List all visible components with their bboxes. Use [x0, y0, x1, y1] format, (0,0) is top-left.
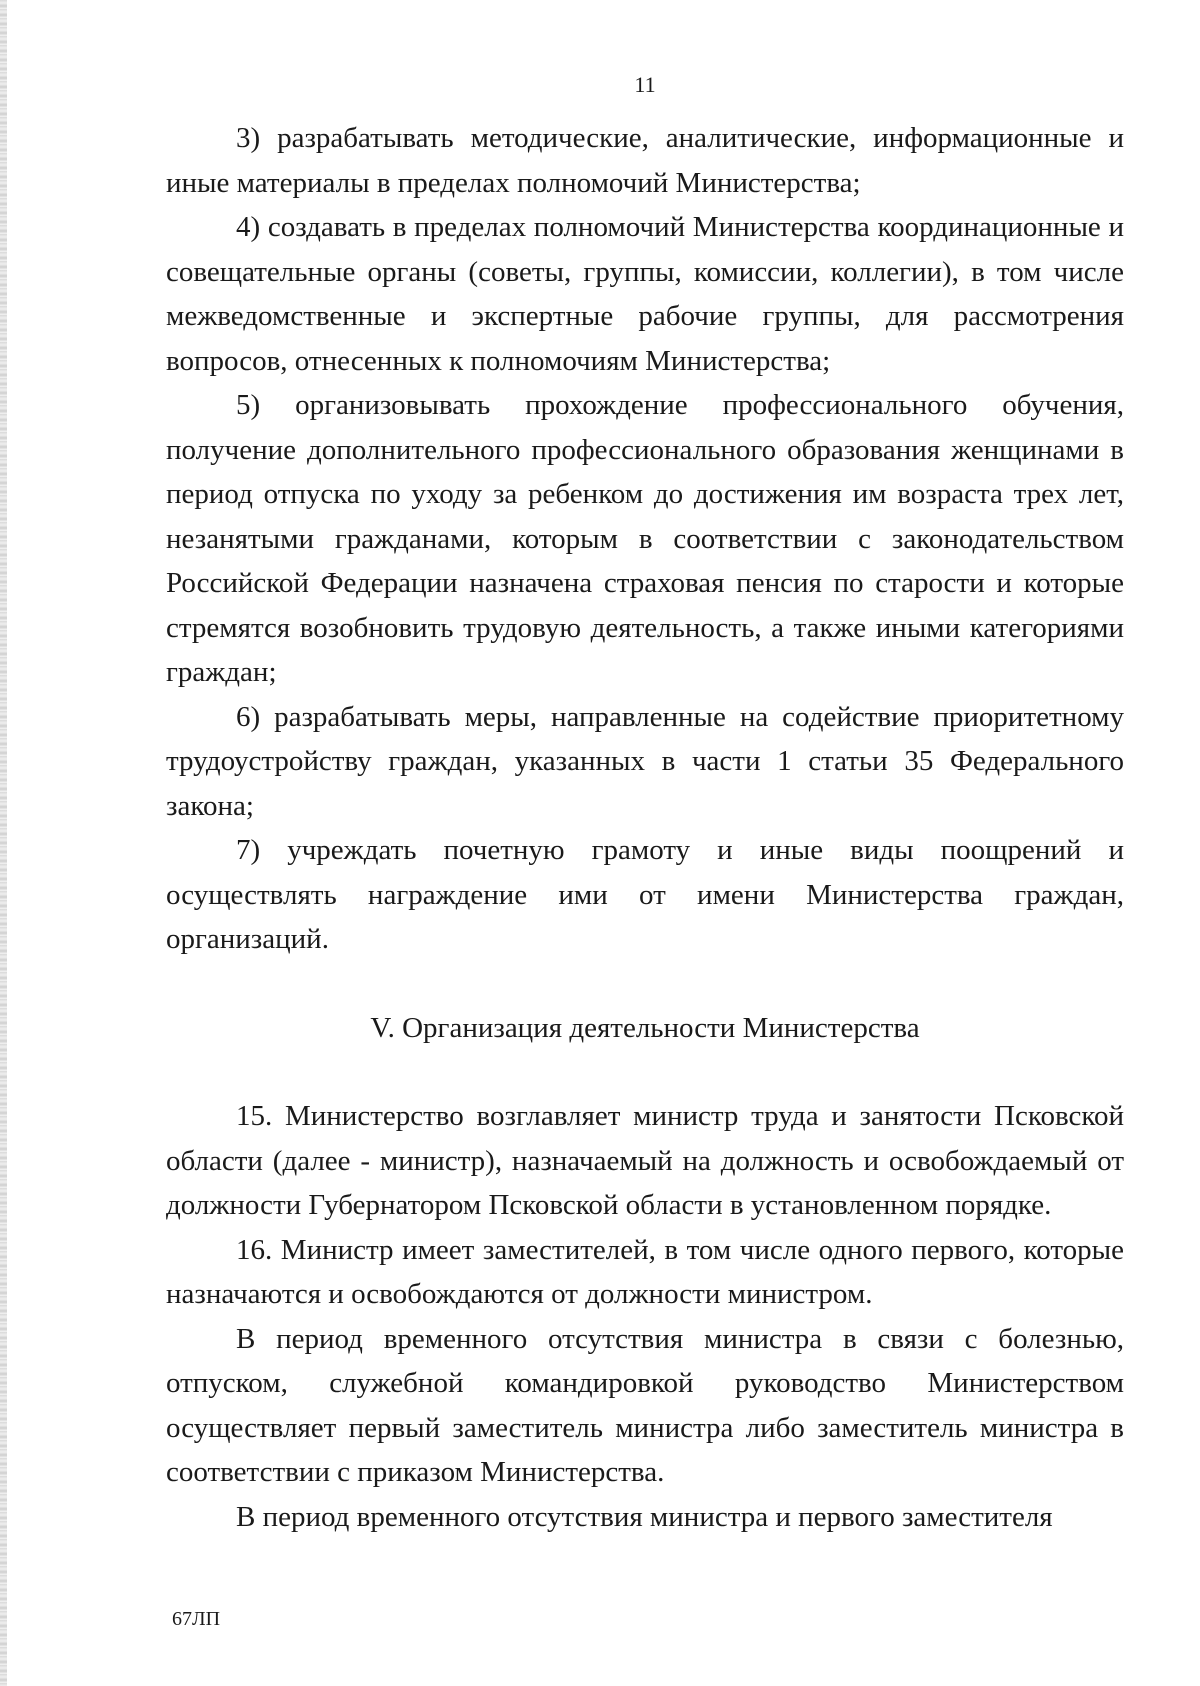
paragraph-item-5: 5) организовывать прохождение профессионального обучения, получение дополнительного профессионального образования женщинами в период отпуска по уходу за ребенком до достижения им возраста трех лет, незанятыми гражданами, которым в соответствии с законодательством Российской Федерации назначена страховая пенсия по старости и которые стремятся возобновить трудовую деятельность, а также иными категориями граждан;: [166, 389, 1124, 688]
paragraph-item-3: 3) разрабатывать методические, аналитические, информационные и иные материалы в пределах полномочий Министерства;: [166, 122, 1124, 199]
scan-edge: [0, 0, 7, 1686]
paragraph-clause-15: 15. Министерство возглавляет министр труда и занятости Псковской области (далее - министр), назначаемый на должность и освобождаемый от должности Губернатором Псковской области в установленном порядке.: [166, 1100, 1124, 1221]
paragraph-continued: В период временного отсутствия министра и первого заместителя: [236, 1500, 1053, 1533]
paragraph-item-4: 4) создавать в пределах полномочий Министерства координационные и совещательные органы (советы, группы, комиссии, коллегии), в том числе межведомственные и экспертные рабочие группы, для рассмотрения вопросов, отнесенных к полномочиям Министерства;: [166, 211, 1124, 377]
paragraph-acting-deputy: В период временного отсутствия министра в связи с болезнью, отпуском, служебной командировкой руководство Министерством осуществляет первый заместитель министра либо заместитель министра в соответствии с приказом Министерства.: [166, 1322, 1124, 1488]
paragraph-clause-16: 16. Министр имеет заместителей, в том числе одного первого, которые назначаются и освобождаются от должности министром.: [166, 1233, 1124, 1310]
paragraph-item-7: 7) учреждать почетную грамоту и иные виды поощрений и осуществлять награждение ими от имени Министерства граждан, организаций.: [166, 834, 1124, 955]
paragraph-item-6: 6) разрабатывать меры, направленные на содействие приоритетному трудоустройству граждан, указанных в части 1 статьи 35 Федерального закона;: [166, 700, 1124, 822]
footer-code: 67ЛП: [172, 1608, 221, 1630]
page-number: 11: [634, 72, 656, 97]
section-heading: V. Организация деятельности Министерства: [370, 1011, 920, 1044]
document-body: [166, 116, 1124, 1539]
